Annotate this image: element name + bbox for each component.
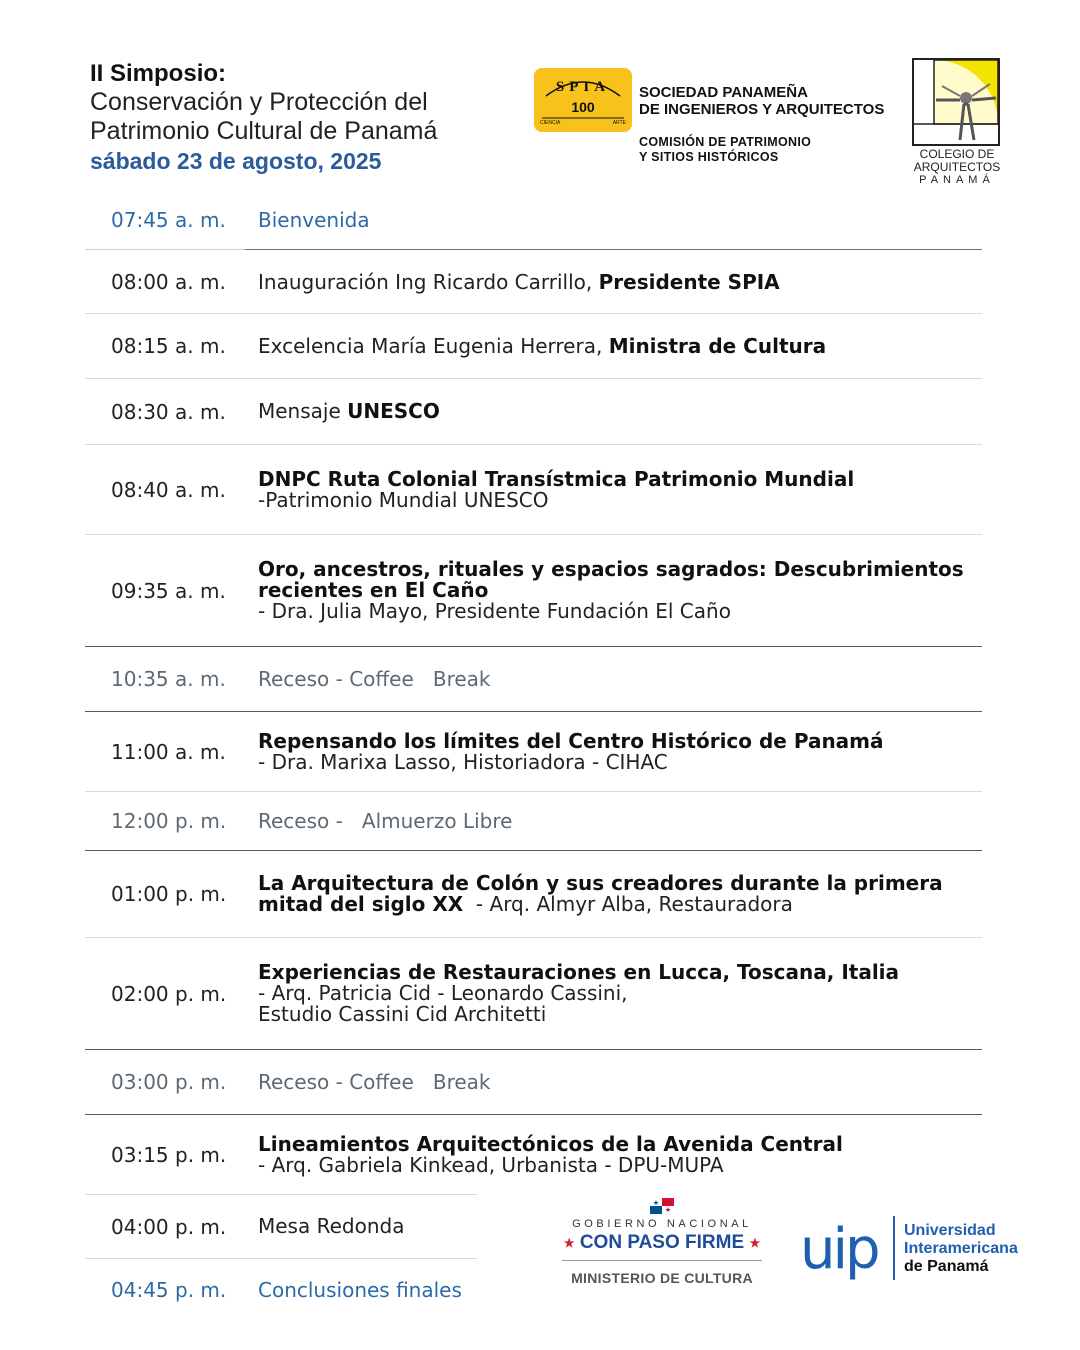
schedule-row xyxy=(85,379,982,445)
schedule-row xyxy=(85,535,982,647)
schedule-title: Receso - Coffee Break xyxy=(258,1069,491,1094)
event-title-line1: II Simposio: xyxy=(90,60,227,87)
schedule-title: Lineamientos Arquitectónicos de la Avenida Central xyxy=(258,1131,843,1156)
uip-line2: Interamericana xyxy=(904,1240,1018,1257)
schedule-speaker: Mensaje xyxy=(258,399,348,423)
schedule-title: Oro, ancestros, rituales y espacios sagrados: Descubrimientos recientes en El Caño xyxy=(258,557,964,602)
schedule-subtitle: - Arq. Almyr Alba, Restauradora xyxy=(463,892,793,916)
colegio-line1: COLEGIO DE xyxy=(919,147,995,161)
schedule-role: Ministra de Cultura xyxy=(608,333,827,358)
ministerio-cultura-logo xyxy=(556,1198,768,1290)
event-title-line2: Conservación y Protección del xyxy=(90,88,428,116)
gobierno-line1: GOBIERNO NACIONAL xyxy=(572,1218,752,1230)
uip-line1: Universidad xyxy=(904,1222,996,1239)
schedule-row xyxy=(85,190,982,250)
spia-name-block xyxy=(639,84,899,165)
spia-emblem-icon xyxy=(534,68,632,132)
uip-mark-icon xyxy=(800,1218,888,1280)
schedule-row xyxy=(85,938,982,1050)
schedule-title: La Arquitectura de Colón y sus creadores durante la primera mitad del siglo XX xyxy=(258,871,943,916)
schedule-title: Conclusiones finales xyxy=(258,1277,462,1302)
uip-divider xyxy=(893,1216,895,1280)
schedule-time: 07:45 a. m. xyxy=(111,208,226,232)
schedule-role: UNESCO xyxy=(347,399,440,423)
schedule-subtitle: -Patrimonio Mundial UNESCO xyxy=(258,487,549,512)
panama-flag-icon xyxy=(650,1198,674,1214)
schedule-title: Bienvenida xyxy=(258,207,370,232)
event-date: sábado 23 de agosto, 2025 xyxy=(90,148,382,174)
schedule-row xyxy=(85,851,982,938)
schedule-subtitle: - Arq. Patricia Cid - Leonardo Cassini, xyxy=(258,981,628,1005)
schedule-time: 04:45 p. m. xyxy=(111,1278,227,1302)
vitruvian-emblem-icon xyxy=(914,60,998,144)
spia-commission-line2: Y SITIOS HISTÓRICOS xyxy=(639,150,779,164)
gobierno-line2-wrap xyxy=(556,1232,768,1254)
star-icon: ★ xyxy=(749,1235,761,1250)
schedule-row-break xyxy=(85,1050,982,1115)
schedule-time: 04:00 p. m. xyxy=(111,1214,227,1239)
schedule-row-break xyxy=(85,647,982,712)
schedule-row-break xyxy=(85,792,982,851)
schedule-time: 12:00 p. m. xyxy=(111,809,227,833)
schedule-subtitle: - Dra. Marixa Lasso, Historiadora - CIHAC xyxy=(258,749,668,774)
gobierno-line2: CON PASO FIRME xyxy=(579,1232,745,1253)
spia-commission-line1: COMISIÓN DE PATRIMONIO xyxy=(639,135,812,149)
spia-mark-right: ARTE xyxy=(612,120,626,126)
colegio-arquitectos-logo xyxy=(912,58,1002,190)
schedule-time: 08:30 a. m. xyxy=(111,399,226,424)
spia-logo xyxy=(534,68,632,132)
schedule-time: 03:00 p. m. xyxy=(111,1070,227,1094)
schedule-time: 01:00 p. m. xyxy=(111,882,227,906)
schedule-speaker: Excelencia María Eugenia Herrera, xyxy=(258,333,609,358)
event-title-line3: Patrimonio Cultural de Panamá xyxy=(90,117,438,145)
schedule-title: Receso - Almuerzo Libre xyxy=(258,808,513,833)
schedule-row xyxy=(85,712,982,792)
spia-mark-text: SPIA xyxy=(555,79,611,95)
schedule-row xyxy=(85,1115,843,1195)
schedule-title: Mesa Redonda xyxy=(258,1214,405,1238)
schedule-subtitle: - Dra. Julia Mayo, Presidente Fundación El Caño xyxy=(258,599,731,623)
schedule-role: Presidente SPIA xyxy=(598,269,780,294)
spia-name-line2: DE INGENIEROS Y ARQUITECTOS xyxy=(639,101,885,118)
uip-logo xyxy=(800,1214,1030,1286)
uip-mark-text: uip xyxy=(800,1218,878,1280)
schedule-subtitle: - Arq. Gabriela Kinkead, Urbanista - DPU-MUPA xyxy=(258,1152,724,1177)
star-icon: ★ xyxy=(563,1235,575,1250)
schedule-time: 08:15 a. m. xyxy=(111,334,226,358)
schedule-time: 08:00 a. m. xyxy=(111,270,226,294)
spia-mark-left: CIENCIA xyxy=(540,120,561,126)
schedule-title: DNPC Ruta Colonial Transístmica Patrimonio Mundial xyxy=(258,466,855,491)
schedule-row xyxy=(85,1259,477,1321)
schedule-row xyxy=(85,251,982,314)
gobierno-line3: MINISTERIO DE CULTURA xyxy=(571,1270,753,1286)
schedule-subtitle-line2: Estudio Cassini Cid Architetti xyxy=(258,1002,547,1026)
schedule-title: Repensando los límites del Centro Histórico de Panamá xyxy=(258,728,884,753)
uip-line3: de Panamá xyxy=(904,1258,989,1275)
schedule-title: Experiencias de Restauraciones en Lucca, Toscana, Italia xyxy=(258,960,900,984)
schedule-time: 03:15 p. m. xyxy=(111,1142,227,1167)
schedule-speaker: Inauguración Ing Ricardo Carrillo, xyxy=(258,269,599,294)
spia-mark-number: 100 xyxy=(571,99,595,115)
schedule-time: 11:00 a. m. xyxy=(111,739,226,764)
schedule-time: 08:40 a. m. xyxy=(111,477,226,502)
schedule-time: 10:35 a. m. xyxy=(111,667,226,691)
colegio-line2: ARQUITECTOS xyxy=(913,160,1001,174)
uip-name-block xyxy=(904,1222,1018,1276)
spia-name-line1: SOCIEDAD PANAMEÑA xyxy=(639,84,808,101)
colegio-line3: PANAMÁ xyxy=(919,174,995,186)
schedule-row xyxy=(85,1195,477,1259)
schedule-title: Receso - Coffee Break xyxy=(258,666,491,691)
schedule-row xyxy=(85,445,982,535)
schedule-time: 02:00 p. m. xyxy=(111,981,227,1006)
event-title-block xyxy=(90,60,530,176)
schedule-time: 09:35 a. m. xyxy=(111,578,226,603)
schedule-row xyxy=(85,314,982,379)
gobierno-divider xyxy=(562,1260,762,1261)
